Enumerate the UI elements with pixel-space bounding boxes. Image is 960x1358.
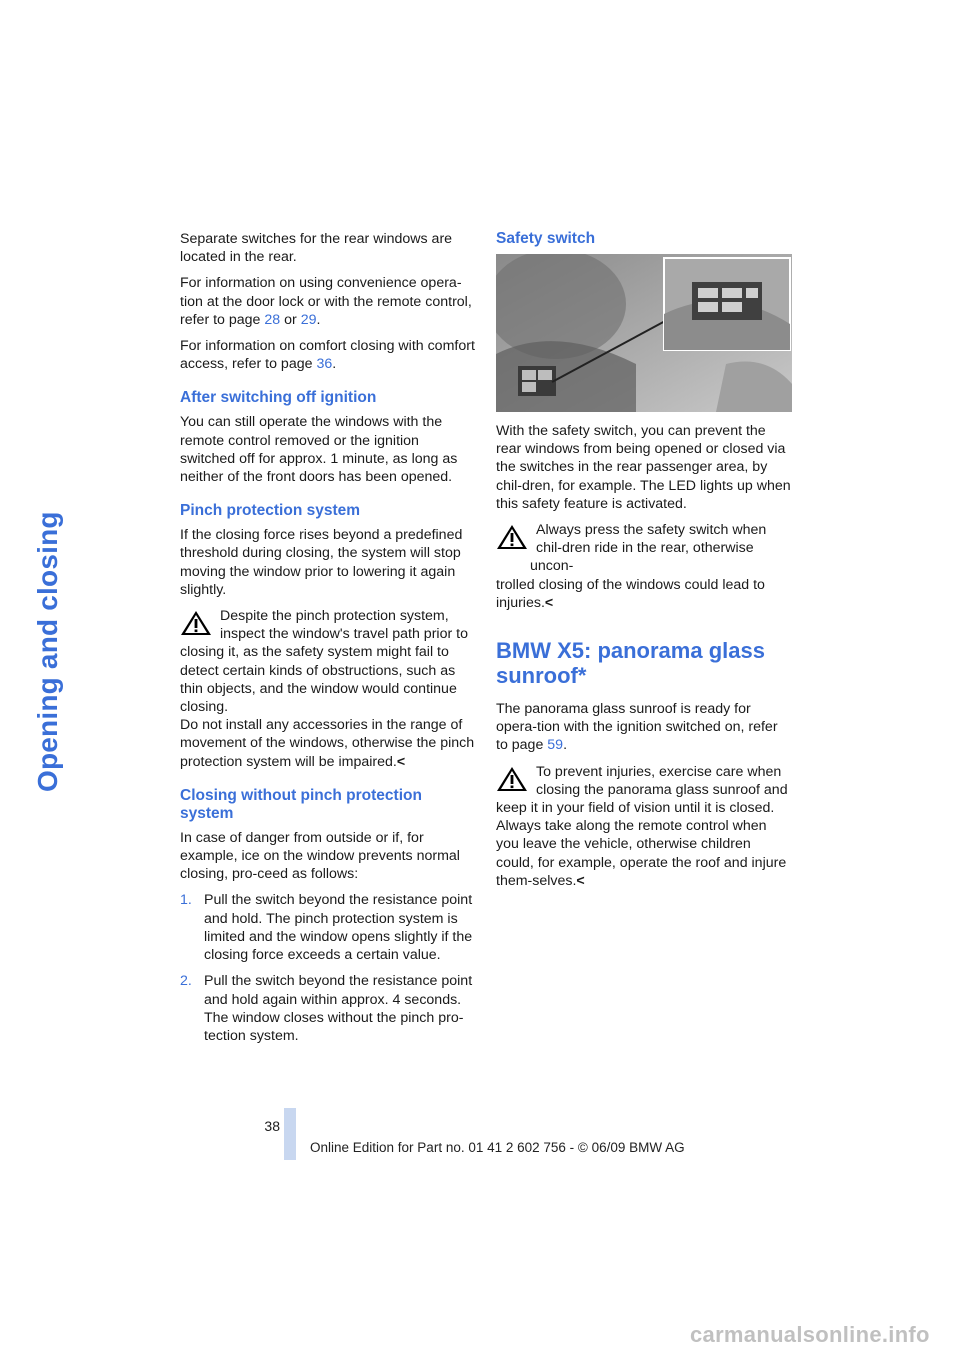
convenience-paragraph [180,274,476,329]
heading-pinch-protection: Pinch protection system [180,502,361,520]
pinch-warning-lead: Despite the pinch protection system, inspect the window's travel path prior to [220,608,468,643]
sunroof-warning [496,763,792,890]
sunroof-text: The panorama glass sunroof is ready for opera-tion with the ignition switched on, refer to page [496,701,778,754]
after-ignition-paragraph: You can still operate the windows with the remote control removed or the ignition switched off for approx. 1 minute, as long as neither of the front doors has been opened. [180,414,458,486]
step-number: 2. [180,973,192,990]
page-link-59[interactable]: 59 [547,737,564,754]
page-link-28[interactable]: 28 [264,311,281,328]
steps-list [180,891,476,1045]
page-link-36[interactable]: 36 [316,356,333,373]
warning-triangle-icon [180,609,212,637]
safety-warning-rest: trolled closing of the windows could lead to injuries. [496,576,765,611]
list-item [180,891,476,964]
step-text: Pull the switch beyond the resistance point and hold. The pinch protection system is limited and the window opens slightly if the closing force exceeds a certain value. [204,892,473,964]
end-mark: < [396,753,406,770]
footer-bar [284,1108,296,1160]
step-text: Pull the switch beyond the resistance point and hold again within approx. 4 seconds. The window closes without the pinch pro-tection system. [204,973,473,1044]
safety-paragraph: With the safety switch, you can prevent the rear windows from being opened or closed via the switches in the rear passenger area, by chil-dren, for example. The LED lights up when this safety feature is activated. [496,423,791,512]
sunroof-paragraph [496,700,792,755]
pinch-warning-accessories: Do not install any accessories in the range of movement of the windows, otherwise the pinch protection system will be impaired. [180,717,475,770]
page-link-29[interactable]: 29 [300,311,317,328]
safety-switch-photo [496,254,792,412]
without-pinch-paragraph: In case of danger from outside or if, for example, ice on the window prevents normal closing, pro-ceed as follows: [180,829,460,883]
heading-safety-switch: Safety switch [496,230,596,247]
pinch-warning [180,607,476,771]
right-column [496,230,792,900]
footer-edition: Online Edition for Part no. 01 41 2 602 756 - © 06/09 BMW AG [310,1140,685,1155]
end-mark: < [576,872,585,889]
watermark: carmanualsonline.info [690,1322,930,1347]
rear-switches-paragraph: Separate switches for the rear windows are located in the rear. [180,231,453,266]
safety-warning [496,521,792,612]
warning-triangle-icon [496,523,528,551]
page-number: 38 [264,1118,280,1134]
convenience-or: or [280,311,301,328]
sunroof-period: . [563,737,568,754]
pinch-warning-rest: closing it, as the safety system might fail to detect certain kinds of obstructions, such as thin objects, and the window would continue closing. [180,644,457,716]
sunroof-warning-rest: keep it in your field of vision until it is closed. Always take along the remote control when you leave the vehicle, otherwise children could, for example, operate the roof and injure them-selves. [496,800,787,889]
comfort-text: For information on comfort closing with comfort access, refer to page [180,338,475,373]
convenience-text: For information on using convenience opera-tion at the door lock or with the remote control, refer to page [180,275,472,328]
comfort-period: . [332,356,337,373]
side-section-title [28,232,68,792]
pinch-paragraph: If the closing force rises beyond a predefined threshold during closing, the system will stop moving the window prior to lowering it again slightly. [180,527,463,598]
step-number: 1. [180,892,192,909]
heading-panorama-sunroof: BMW X5: panorama glass sunroof* [496,638,765,689]
warning-triangle-icon [496,765,528,793]
sunroof-warning-lead: To prevent injuries, exercise care when closing the panorama glass sunroof and [536,763,788,798]
end-mark: < [544,594,554,611]
list-item [180,972,476,1045]
convenience-period: . [316,311,321,328]
side-title-text: Opening and closing [32,511,63,792]
left-column [180,230,476,1053]
heading-closing-without-pinch: Closing without pinch protection system [180,786,422,822]
heading-after-ignition: After switching off ignition [180,389,377,407]
safety-warning-lead: Always press the safety switch when chil-dren ride in the rear, otherwise uncon- [530,522,767,575]
comfort-paragraph [180,337,476,373]
